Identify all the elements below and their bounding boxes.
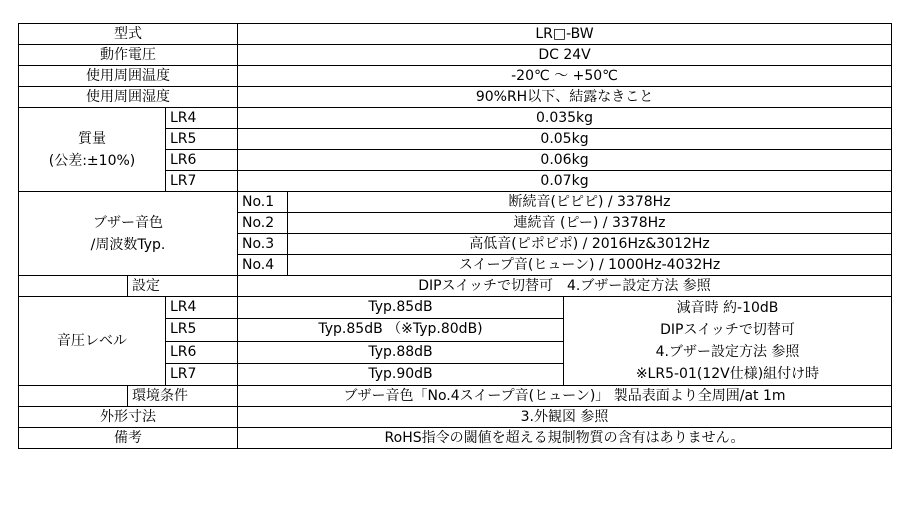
label-temp: 使用周囲温度 (19, 66, 238, 87)
value-temp: -20℃ ～ +50℃ (238, 66, 892, 87)
buzzer-value-2: 連続音 (ピー) / 3378Hz (288, 213, 892, 234)
buzzer-no-1: No.1 (238, 192, 288, 213)
value-dims: 3.外観図 参照 (238, 407, 892, 428)
row-buzzer-1 (19, 192, 892, 213)
mass-model-lr5: LR5 (166, 129, 238, 150)
buzzer-no-3: No.3 (238, 234, 288, 255)
label-humidity: 使用周囲湿度 (19, 87, 238, 108)
mass-value-lr6: 0.06kg (238, 150, 892, 171)
spl-model-lr5: LR5 (166, 319, 238, 341)
label-env: 環境条件 (128, 386, 238, 407)
mass-value-lr7: 0.07kg (238, 171, 892, 192)
spl-note: 減音時 約-10dB DIPスイッチで切替可 4.ブザー設定方法 参照 ※LR5-01(12V仕様)組付け時 (564, 297, 892, 386)
spl-model-lr7: LR7 (166, 363, 238, 385)
label-mass: 質量 (公差:±10%) (19, 108, 166, 192)
row-remarks (19, 428, 892, 449)
mass-value-lr5: 0.05kg (238, 129, 892, 150)
row-setting (19, 276, 892, 297)
row-model (19, 24, 892, 45)
buzzer-value-3: 高低音(ピポピポ) / 2016Hz&3012Hz (288, 234, 892, 255)
mass-model-lr6: LR6 (166, 150, 238, 171)
spl-value-lr5: Typ.85dB （※Typ.80dB) (238, 319, 564, 341)
buzzer-no-2: No.2 (238, 213, 288, 234)
spl-model-lr6: LR6 (166, 341, 238, 363)
spl-model-lr4: LR4 (166, 297, 238, 319)
spl-value-lr6: Typ.88dB (238, 341, 564, 363)
row-humidity (19, 87, 892, 108)
value-env: ブザー音色「No.4スイープ音(ヒューン)」 製品表面より全周囲/at 1m (238, 386, 892, 407)
buzzer-value-4: スイープ音(ヒューン) / 1000Hz-4032Hz (288, 255, 892, 276)
spl-value-lr7: Typ.90dB (238, 363, 564, 385)
value-humidity: 90%RH以下、結露なきこと (238, 87, 892, 108)
value-voltage: DC 24V (238, 45, 892, 66)
label-spl: 音圧レベル (19, 297, 166, 386)
row-mass-lr4 (19, 108, 892, 129)
value-setting: DIPスイッチで切替可 4.ブザー設定方法 参照 (238, 276, 892, 297)
env-spacer (19, 386, 128, 407)
value-model: LR□-BW (238, 24, 892, 45)
label-remarks: 備考 (19, 428, 238, 449)
buzzer-no-4: No.4 (238, 255, 288, 276)
buzzer-value-1: 断続音(ピピピ) / 3378Hz (288, 192, 892, 213)
mass-model-lr4: LR4 (166, 108, 238, 129)
mass-value-lr4: 0.035kg (238, 108, 892, 129)
label-setting: 設定 (128, 276, 238, 297)
label-model: 型式 (19, 24, 238, 45)
row-voltage (19, 45, 892, 66)
spl-value-lr4: Typ.85dB (238, 297, 564, 319)
mass-model-lr7: LR7 (166, 171, 238, 192)
row-spl-lr4 (19, 297, 892, 319)
label-buzzer: ブザー音色 /周波数Typ. (19, 192, 238, 276)
label-voltage: 動作電圧 (19, 45, 238, 66)
label-dims: 外形寸法 (19, 407, 238, 428)
row-env (19, 386, 892, 407)
setting-spacer (19, 276, 128, 297)
value-remarks: RoHS指令の閾値を超える規制物質の含有はありません。 (238, 428, 892, 449)
row-dims (19, 407, 892, 428)
row-temp (19, 66, 892, 87)
spec-table (18, 23, 892, 449)
